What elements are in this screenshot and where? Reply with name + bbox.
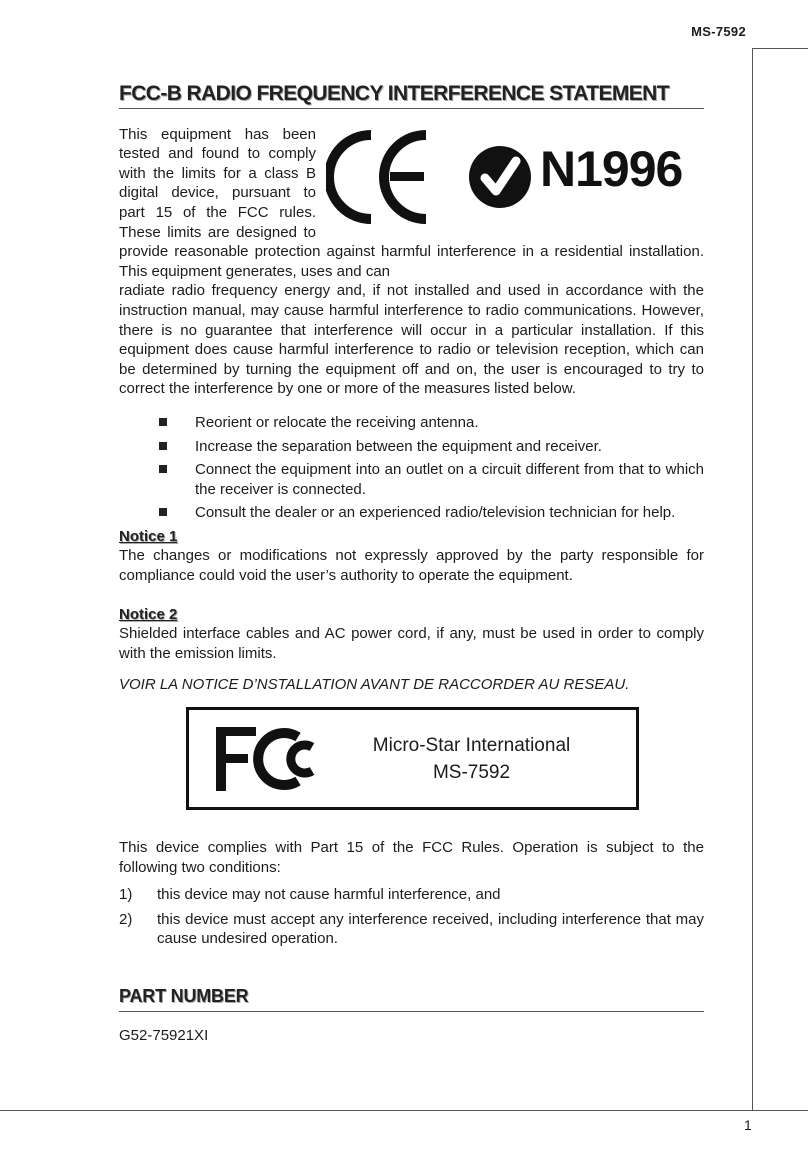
measure-text: Reorient or relocate the receiving antenna. <box>195 413 479 431</box>
notice-2-title: Notice 2 <box>119 605 178 623</box>
condition-text: this device may not cause harmful interference, and <box>157 886 501 904</box>
page-content <box>119 84 704 1045</box>
page-number: 1 <box>744 1117 752 1133</box>
conditions-list <box>119 885 704 949</box>
condition-number: 1) <box>119 886 133 904</box>
measures-list <box>119 413 704 523</box>
list-item <box>119 885 704 905</box>
compliance-text: This device complies with Part 15 of the FCC Rules. Operation is subject to the following two conditions: <box>119 839 704 876</box>
header-rule <box>752 48 808 49</box>
ce-mark-icon <box>326 127 430 227</box>
bullet-square-icon <box>159 465 167 473</box>
fcc-statement-title: FCC-B RADIO FREQUENCY INTERFERENCE STATEMENT <box>119 84 704 109</box>
intro-block <box>119 125 704 399</box>
footer-rule <box>0 1110 808 1111</box>
measure-text: Connect the equipment into an outlet on a circuit different from that to which the receiver is connected. <box>195 461 704 498</box>
fcc-company-name: Micro-Star International <box>372 735 571 757</box>
bullet-square-icon <box>159 442 167 450</box>
part-number-value: G52-75921XI <box>119 1026 209 1044</box>
notice-2-text: Shielded interface cables and AC power cord, if any, must be used in order to comply with the emission limits. <box>119 625 704 662</box>
list-item <box>119 910 704 949</box>
list-item <box>119 503 704 523</box>
fcc-logo-icon <box>214 725 324 793</box>
c-tick-code: N1996 <box>540 140 683 197</box>
notice-1-title: Notice 1 <box>119 527 178 545</box>
part-number-title: PART NUMBER <box>119 987 704 1012</box>
fcc-label-box <box>186 707 639 810</box>
notice-1-text: The changes or modifications not expressly approved by the party responsible for compliance could void the user’s authority to operate the equipment. <box>119 547 704 585</box>
model-header: MS-7592 <box>691 24 746 39</box>
french-notice: VOIR LA NOTICE D’NSTALLATION AVANT DE RACCORDER AU RESEAU. <box>119 676 630 694</box>
intro-paragraph-rest: radiate radio frequency energy and, if not installed and used in accordance with the instruction manual, may cause harmful interference to radio communications. However, there is no guarantee that interference will occur in a particular installation. If this equipment does cause harmful interference to radio or television reception, which can be determined by turning the equipment off and on, the user is encouraged to try to correct the interference by one or more of the measures listed below. <box>119 282 704 398</box>
bullet-square-icon <box>159 508 167 516</box>
fcc-model-name: MS-7592 <box>432 762 511 784</box>
bullet-square-icon <box>159 418 167 426</box>
list-item <box>119 437 704 457</box>
side-rule <box>752 48 753 1110</box>
measure-text: Increase the separation between the equipment and receiver. <box>195 437 602 455</box>
measure-text: Consult the dealer or an experienced radio/television technician for help. <box>195 504 676 522</box>
list-item <box>119 413 704 433</box>
condition-number: 2) <box>119 910 133 928</box>
certification-marks <box>322 127 704 231</box>
condition-text: this device must accept any interference received, including interference that may cause undesired operation. <box>157 910 704 948</box>
list-item <box>119 460 704 499</box>
c-tick-icon <box>468 145 532 209</box>
intro-paragraph-top: This equipment has been tested and found to comply with the limits for a class B digital device, pursuant to part 15 of the FCC rules. These limits are designed to provide reasonable protection against harmful interference in a residential installation. This equipment generates, uses and can <box>119 125 704 280</box>
